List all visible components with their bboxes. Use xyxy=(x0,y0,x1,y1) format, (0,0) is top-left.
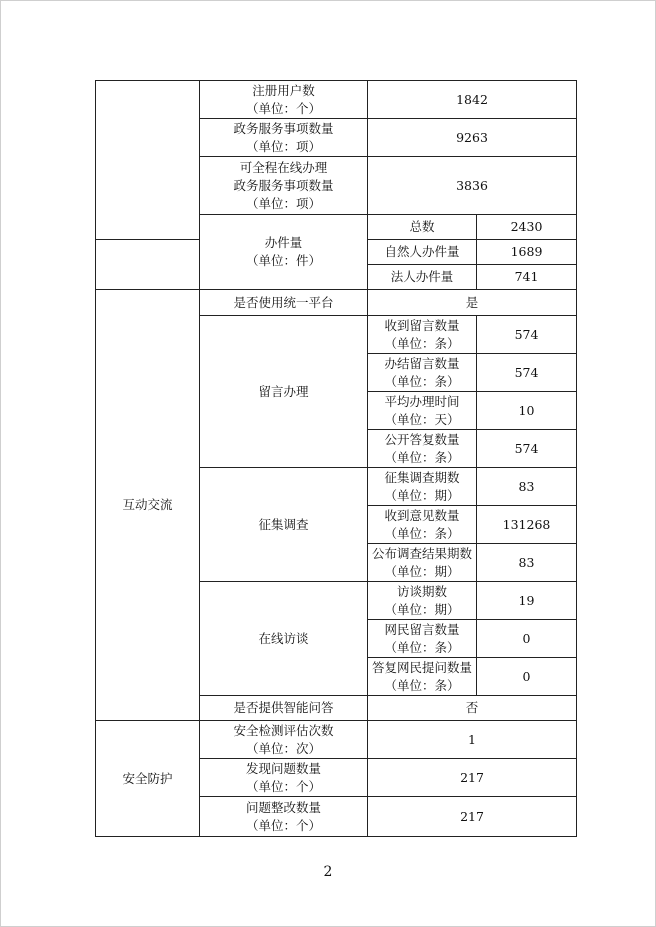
survey-periods-label: 征集调查期数 （单位：期） xyxy=(368,468,477,506)
section-security: 安全防护 xyxy=(96,721,200,837)
opinions-label: 收到意见数量 （单位：条） xyxy=(368,506,477,544)
interview-label: 在线访谈 xyxy=(200,582,368,696)
empty-cell xyxy=(96,265,200,290)
issues-fixed-label: 问题整改数量 （单位：个） xyxy=(200,797,368,837)
handled-natural-value: 1689 xyxy=(477,240,577,265)
avg-time-label: 平均办理时间 （单位：天） xyxy=(368,392,477,430)
opinions-value: 131268 xyxy=(477,506,577,544)
interview-periods-label: 访谈期数 （单位：期） xyxy=(368,582,477,620)
handled-legal-label: 法人办件量 xyxy=(368,265,477,290)
interview-periods-value: 19 xyxy=(477,582,577,620)
smart-qa-value: 否 xyxy=(368,696,577,721)
page-number: 2 xyxy=(323,864,333,880)
section-cell-empty xyxy=(96,81,200,240)
messages-label: 留言办理 xyxy=(200,316,368,468)
received-messages-label: 收到留言数量 （单位：条） xyxy=(368,316,477,354)
unified-platform-value: 是 xyxy=(368,290,577,316)
evaluations-label: 安全检测评估次数 （单位：次） xyxy=(200,721,368,759)
answers-value: 0 xyxy=(477,658,577,696)
table-row xyxy=(96,290,577,316)
resolved-messages-label: 办结留言数量 （单位：条） xyxy=(368,354,477,392)
online-service-items-label: 可全程在线办理 政务服务事项数量 （单位：项） xyxy=(200,157,368,215)
netizen-messages-value: 0 xyxy=(477,620,577,658)
handled-total-label: 总数 xyxy=(368,215,477,240)
service-items-value: 9263 xyxy=(368,119,577,157)
public-replies-value: 574 xyxy=(477,430,577,468)
survey-results-value: 83 xyxy=(477,544,577,582)
issues-found-label: 发现问题数量 （单位：个） xyxy=(200,759,368,797)
statistics-table xyxy=(95,80,577,837)
received-messages-value: 574 xyxy=(477,316,577,354)
table-row xyxy=(96,721,577,759)
empty-cell xyxy=(96,240,200,265)
avg-time-value: 10 xyxy=(477,392,577,430)
handled-cases-label: 办件量 （单位：件） xyxy=(200,215,368,290)
public-replies-label: 公开答复数量 （单位：条） xyxy=(368,430,477,468)
table-row xyxy=(96,81,577,119)
online-service-items-value: 3836 xyxy=(368,157,577,215)
survey-label: 征集调查 xyxy=(200,468,368,582)
handled-natural-label: 自然人办件量 xyxy=(368,240,477,265)
issues-found-value: 217 xyxy=(368,759,577,797)
registered-users-value: 1842 xyxy=(368,81,577,119)
issues-fixed-value: 217 xyxy=(368,797,577,837)
survey-results-label: 公布调查结果期数 （单位：期） xyxy=(368,544,477,582)
netizen-messages-label: 网民留言数量 （单位：条） xyxy=(368,620,477,658)
registered-users-label: 注册用户数 （单位：个） xyxy=(200,81,368,119)
smart-qa-label: 是否提供智能问答 xyxy=(200,696,368,721)
handled-legal-value: 741 xyxy=(477,265,577,290)
handled-total-value: 2430 xyxy=(477,215,577,240)
survey-periods-value: 83 xyxy=(477,468,577,506)
service-items-label: 政务服务事项数量 （单位：项） xyxy=(200,119,368,157)
evaluations-value: 1 xyxy=(368,721,577,759)
section-interaction: 互动交流 xyxy=(96,290,200,721)
unified-platform-label: 是否使用统一平台 xyxy=(200,290,368,316)
resolved-messages-value: 574 xyxy=(477,354,577,392)
answers-label: 答复网民提问数量 （单位：条） xyxy=(368,658,477,696)
